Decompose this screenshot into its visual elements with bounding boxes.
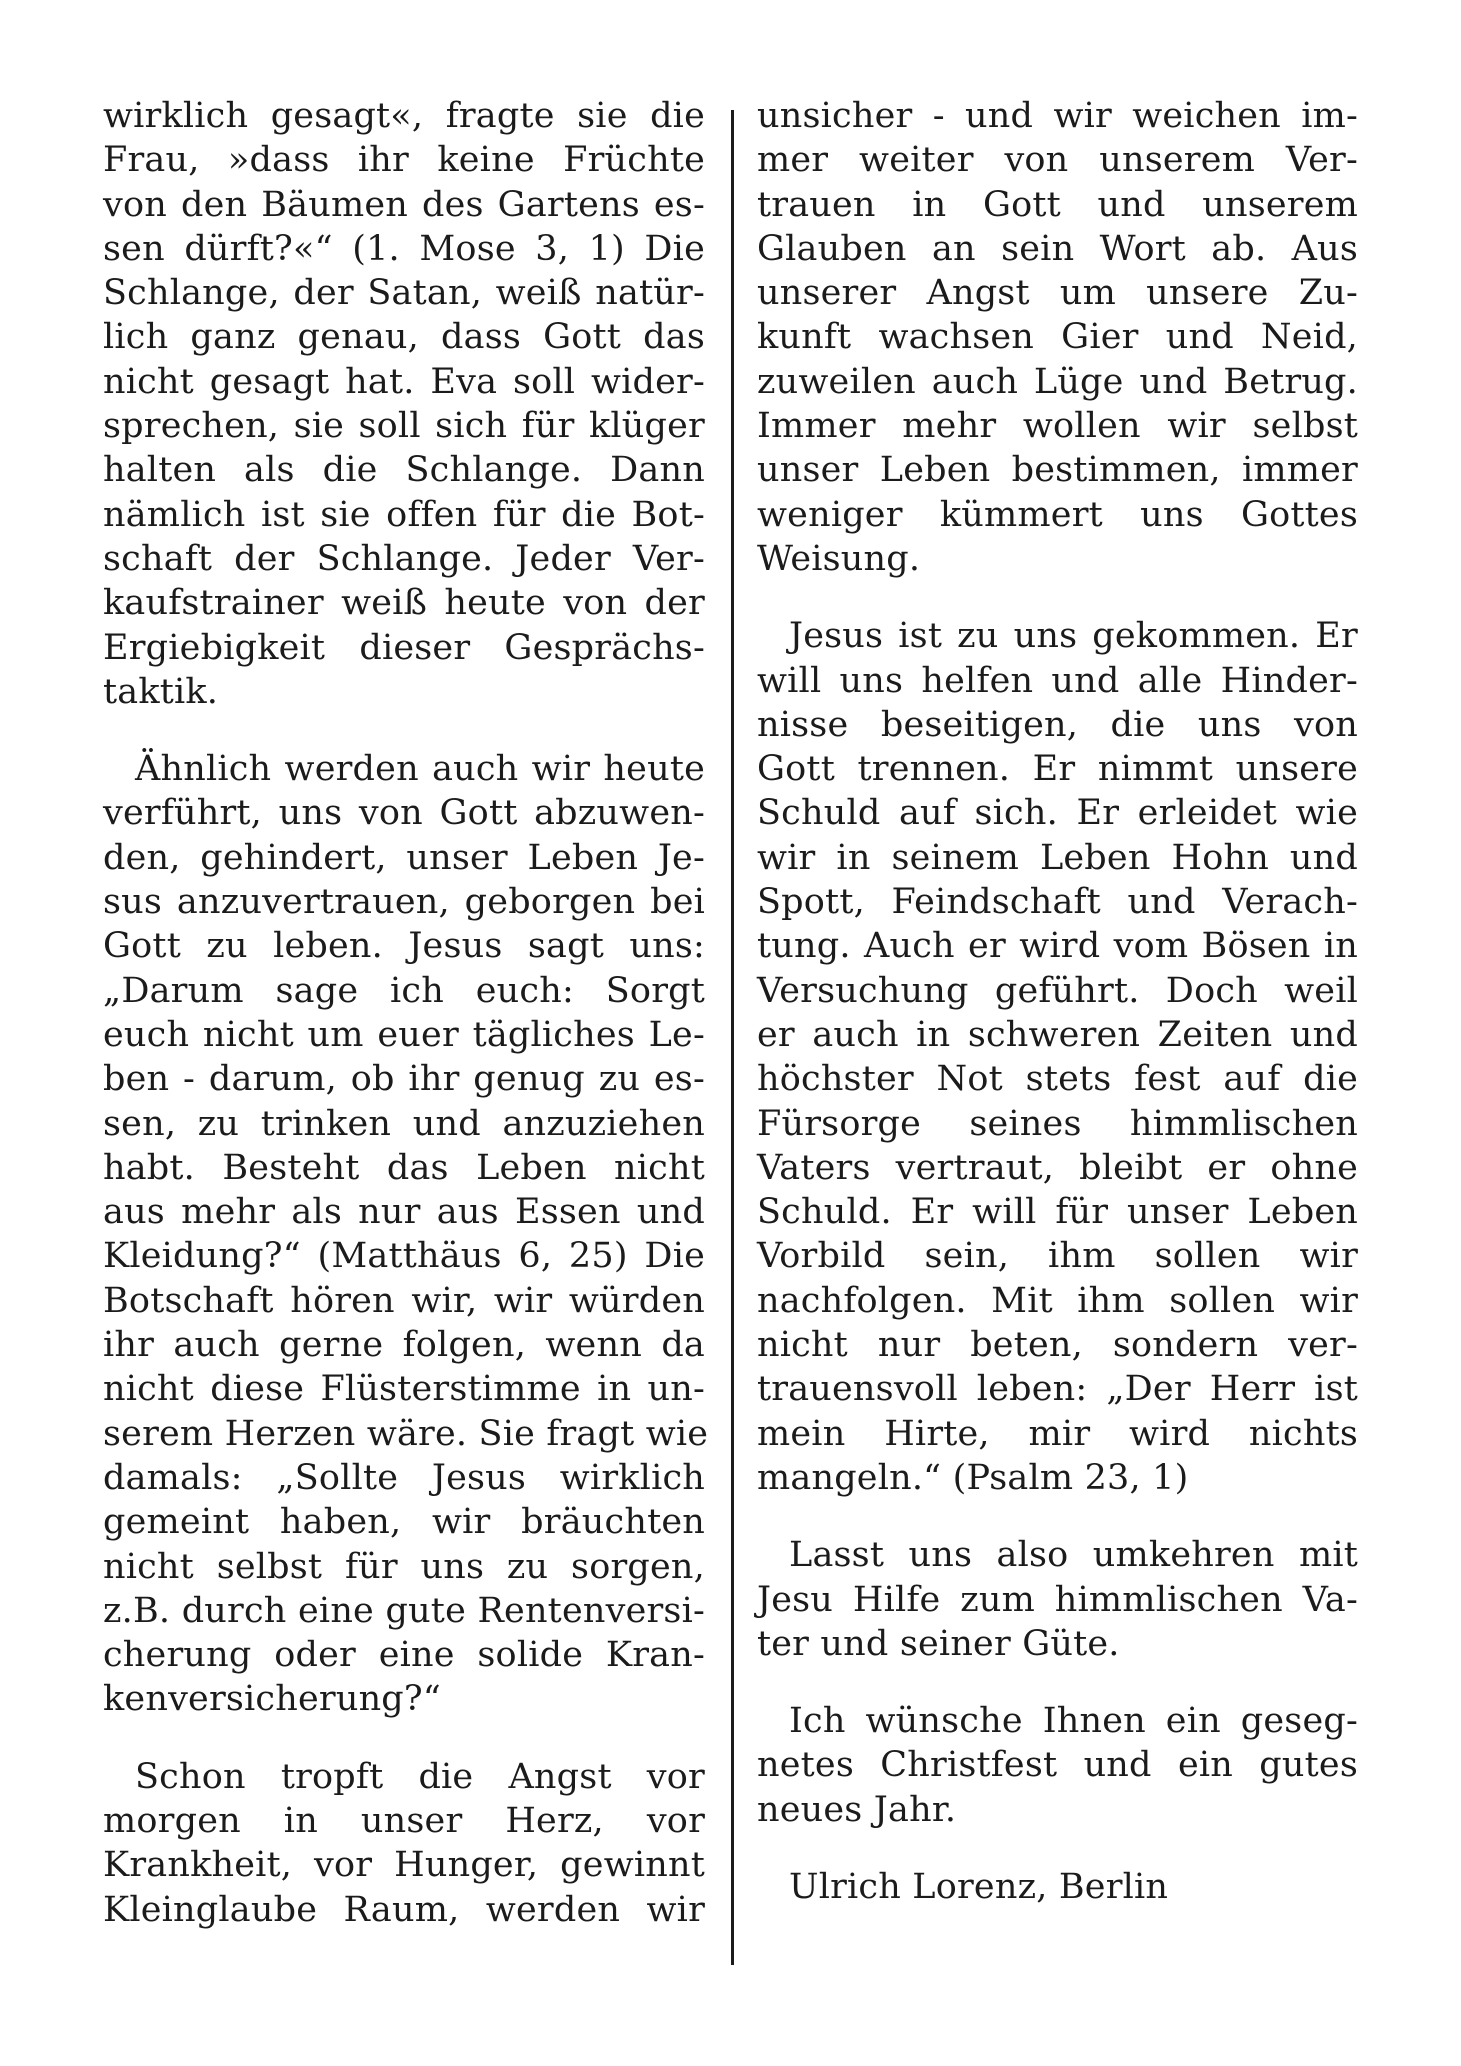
text-line: schaft der Schlange. Jeder Ver- [103,538,705,579]
text-line: halten als die Schlange. Dann [103,450,705,491]
text-line: Glauben an sein Wort ab. Aus [757,228,1358,269]
text-line: Versuchung geführt. Doch weil [757,970,1358,1011]
text-line: wir in seinem Leben Hohn und [757,837,1358,878]
text-line: aus mehr als nur aus Essen und [103,1192,705,1233]
text-line: Spott, Feindschaft und Verach- [757,882,1358,923]
text-line: morgen in unser Herz, vor [103,1800,705,1841]
text-line: verführt, uns von Gott abzuwen- [103,793,705,834]
text-line: Gott zu leben. Jesus sagt uns: [103,926,705,967]
text-line: Weisung. [757,538,921,579]
text-line: „Darum sage ich euch: Sorgt [103,970,705,1011]
text-line: Vaters vertraut, bleibt er ohne [757,1147,1358,1188]
text-line: tung. Auch er wird vom Bösen in [757,926,1358,967]
text-line: nicht gesagt hat. Eva soll wider- [103,361,705,402]
text-line: unser Leben bestimmen, immer [757,450,1358,491]
text-line: kenversicherung?“ [103,1679,441,1720]
text-line: ter und seiner Güte. [757,1623,1120,1664]
text-line: mer weiter von unserem Ver- [757,140,1358,181]
text-line: nisse beseitigen, die uns von [757,704,1358,745]
paragraph [757,614,1358,1500]
text-line: sen, zu trinken und anzuziehen [103,1103,705,1144]
text-line: Schon tropft die Angst vor [135,1756,705,1797]
text-line: unserer Angst um unsere Zu- [757,273,1358,314]
text-line: Lasst uns also umkehren mit [789,1535,1358,1576]
text-line: Ich wünsche Ihnen ein geseg- [789,1701,1358,1742]
text-line: sus anzuvertrauen, geborgen bei [103,882,705,923]
paragraph [757,1533,1358,1666]
text-line: zuweilen auch Lüge und Betrug. [757,361,1358,402]
text-line: euch nicht um euer tägliches Le- [103,1014,705,1055]
text-line: Gott trennen. Er nimmt unsere [757,749,1358,790]
text-line: kaufstrainer weiß heute von der [103,583,705,624]
text-line: Jesu Hilfe zum himmlischen Va- [757,1579,1358,1620]
text-line: lich ganz genau, dass Gott das [103,317,705,358]
paragraph [103,1755,705,1932]
text-line: netes Christfest und ein gutes [757,1745,1358,1786]
text-line: nachfolgen. Mit ihm sollen wir [757,1280,1358,1321]
text-line: Frau, »dass ihr keine Früchte [103,140,705,181]
text-line: will uns helfen und alle Hinder- [757,660,1358,701]
text-line: kunft wachsen Gier und Neid, [757,317,1358,358]
text-line: Vorbild sein, ihm sollen wir [757,1236,1358,1277]
paragraph [757,1699,1358,1832]
text-line: von den Bäumen des Gartens es- [103,184,705,225]
text-line: Jesus ist zu uns gekommen. Er [789,616,1358,657]
text-line: Ulrich Lorenz, Berlin [789,1866,1169,1907]
text-line: nicht diese Flüsterstimme in un- [103,1369,705,1410]
text-line: wirklich gesagt«, fragte sie die [103,96,705,136]
text-line: Immer mehr wollen wir selbst [757,406,1358,447]
text-line: nicht nur beten, sondern ver- [757,1325,1358,1366]
text-line: damals: „Sollte Jesus wirklich [103,1457,705,1498]
text-line: Kleidung?“ (Matthäus 6, 25) Die [103,1236,705,1277]
text-line: Fürsorge seines himmlischen [757,1103,1358,1144]
text-line: Ergiebigkeit dieser Gesprächs- [103,627,705,668]
text-line: nicht selbst für uns zu sorgen, [103,1546,705,1587]
text-line: cherung oder eine solide Kran- [103,1635,705,1676]
text-line: unsicher - und wir weichen im- [757,96,1358,136]
right-text-column [757,94,1358,1909]
text-line: Schuld auf sich. Er erleidet wie [757,793,1358,834]
paragraph [103,94,705,714]
text-line: trauensvoll leben: „Der Herr ist [757,1369,1358,1410]
text-line: ihr auch gerne folgen, wenn da [103,1325,705,1366]
text-line: Botschaft hören wir, wir würden [103,1280,705,1321]
text-line: mein Hirte, mir wird nichts [757,1413,1358,1454]
paragraph [103,747,709,1722]
text-line: mangeln.“ (Psalm 23, 1) [757,1457,1189,1498]
column-divider-rule [731,110,734,1965]
text-line: habt. Besteht das Leben nicht [103,1147,705,1188]
text-line: ben - darum, ob ihr genug zu es- [103,1059,705,1100]
text-line: trauen in Gott und unserem [757,184,1358,225]
text-line: Ähnlich werden auch wir heute [135,749,705,790]
text-line: neues Jahr. [757,1789,957,1830]
text-line: sprechen, sie soll sich für klüger [103,406,705,447]
text-line: Schlange, der Satan, weiß natür- [103,273,705,314]
text-line: Schuld. Er will für unser Leben [757,1192,1358,1233]
left-text-column [103,94,709,1932]
text-line: Krankheit, vor Hunger, gewinnt [103,1845,705,1886]
paragraph [757,94,1358,581]
text-line: nämlich ist sie offen für die Bot- [103,494,705,535]
paragraph [757,1865,1358,1909]
text-line: weniger kümmert uns Gottes [757,494,1358,535]
text-line: Kleinglaube Raum, werden wir [103,1889,705,1930]
text-line: er auch in schweren Zeiten und [757,1014,1358,1055]
text-line: serem Herzen wäre. Sie fragt wie [103,1413,709,1454]
text-line: den, gehindert, unser Leben Je- [103,837,705,878]
text-line: taktik. [103,671,219,712]
text-line: sen dürft?«“ (1. Mose 3, 1) Die [103,228,705,269]
text-line: höchster Not stets fest auf die [757,1059,1358,1100]
text-line: z.B. durch eine gute Rentenversi- [103,1590,705,1631]
text-line: gemeint haben, wir bräuchten [103,1502,705,1543]
